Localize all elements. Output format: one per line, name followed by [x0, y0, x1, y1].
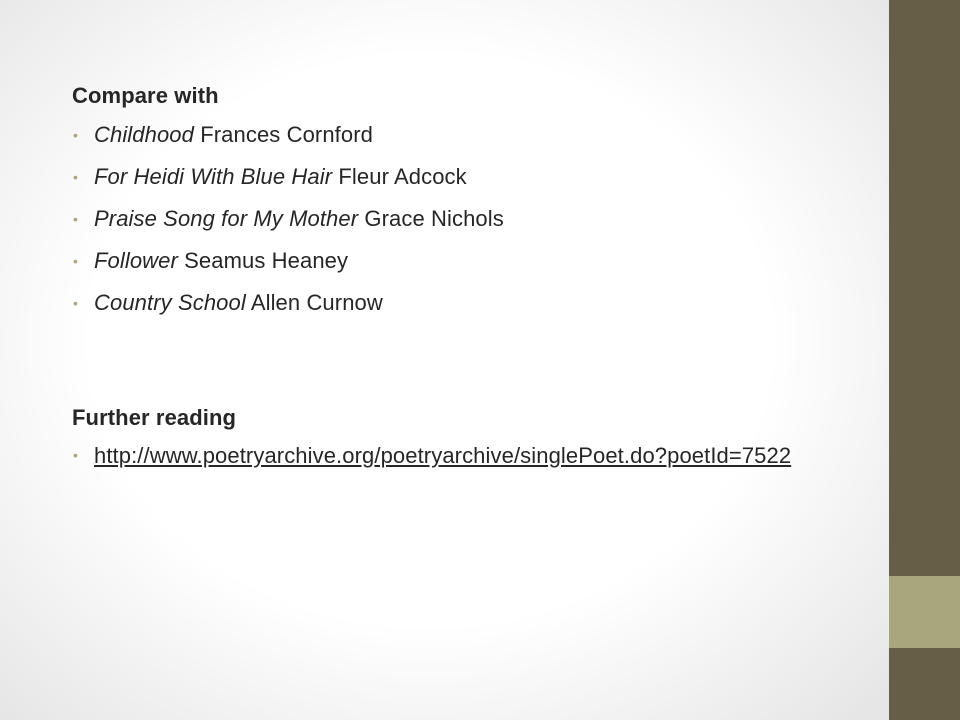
poem-author: Allen Curnow	[250, 290, 383, 315]
poem-author: Frances Cornford	[200, 122, 373, 147]
bullet-icon: •	[73, 211, 79, 227]
poem-author: Fleur Adcock	[338, 164, 467, 189]
bullet-icon: •	[73, 127, 79, 143]
further-reading-item	[72, 439, 862, 472]
bullet-icon: •	[73, 169, 79, 185]
list-item	[72, 114, 862, 156]
bullet-icon: •	[73, 253, 79, 269]
poem-title: Country School	[94, 290, 246, 315]
compare-list	[72, 114, 862, 324]
section-spacer	[72, 324, 862, 400]
poem-author: Grace Nichols	[364, 206, 504, 231]
poem-title: Praise Song for My Mother	[94, 206, 359, 231]
poetry-archive-link[interactable]: http://www.poetryarchive.org/poetryarchive/singlePoet.do?poetId=7522	[94, 443, 792, 468]
poem-author: Seamus Heaney	[184, 248, 349, 273]
poem-title: Follower	[94, 248, 178, 273]
slide-content	[72, 78, 862, 472]
list-item	[72, 198, 862, 240]
poem-title: For Heidi With Blue Hair	[94, 164, 333, 189]
poem-title: Childhood	[94, 122, 194, 147]
bullet-icon: •	[73, 447, 79, 463]
list-item	[72, 156, 862, 198]
list-item	[72, 240, 862, 282]
further-reading-heading: Further reading	[72, 405, 237, 430]
bullet-icon: •	[73, 295, 79, 311]
list-item	[72, 282, 862, 324]
compare-heading: Compare with	[72, 83, 219, 108]
sidebar-accent-block	[889, 576, 960, 648]
